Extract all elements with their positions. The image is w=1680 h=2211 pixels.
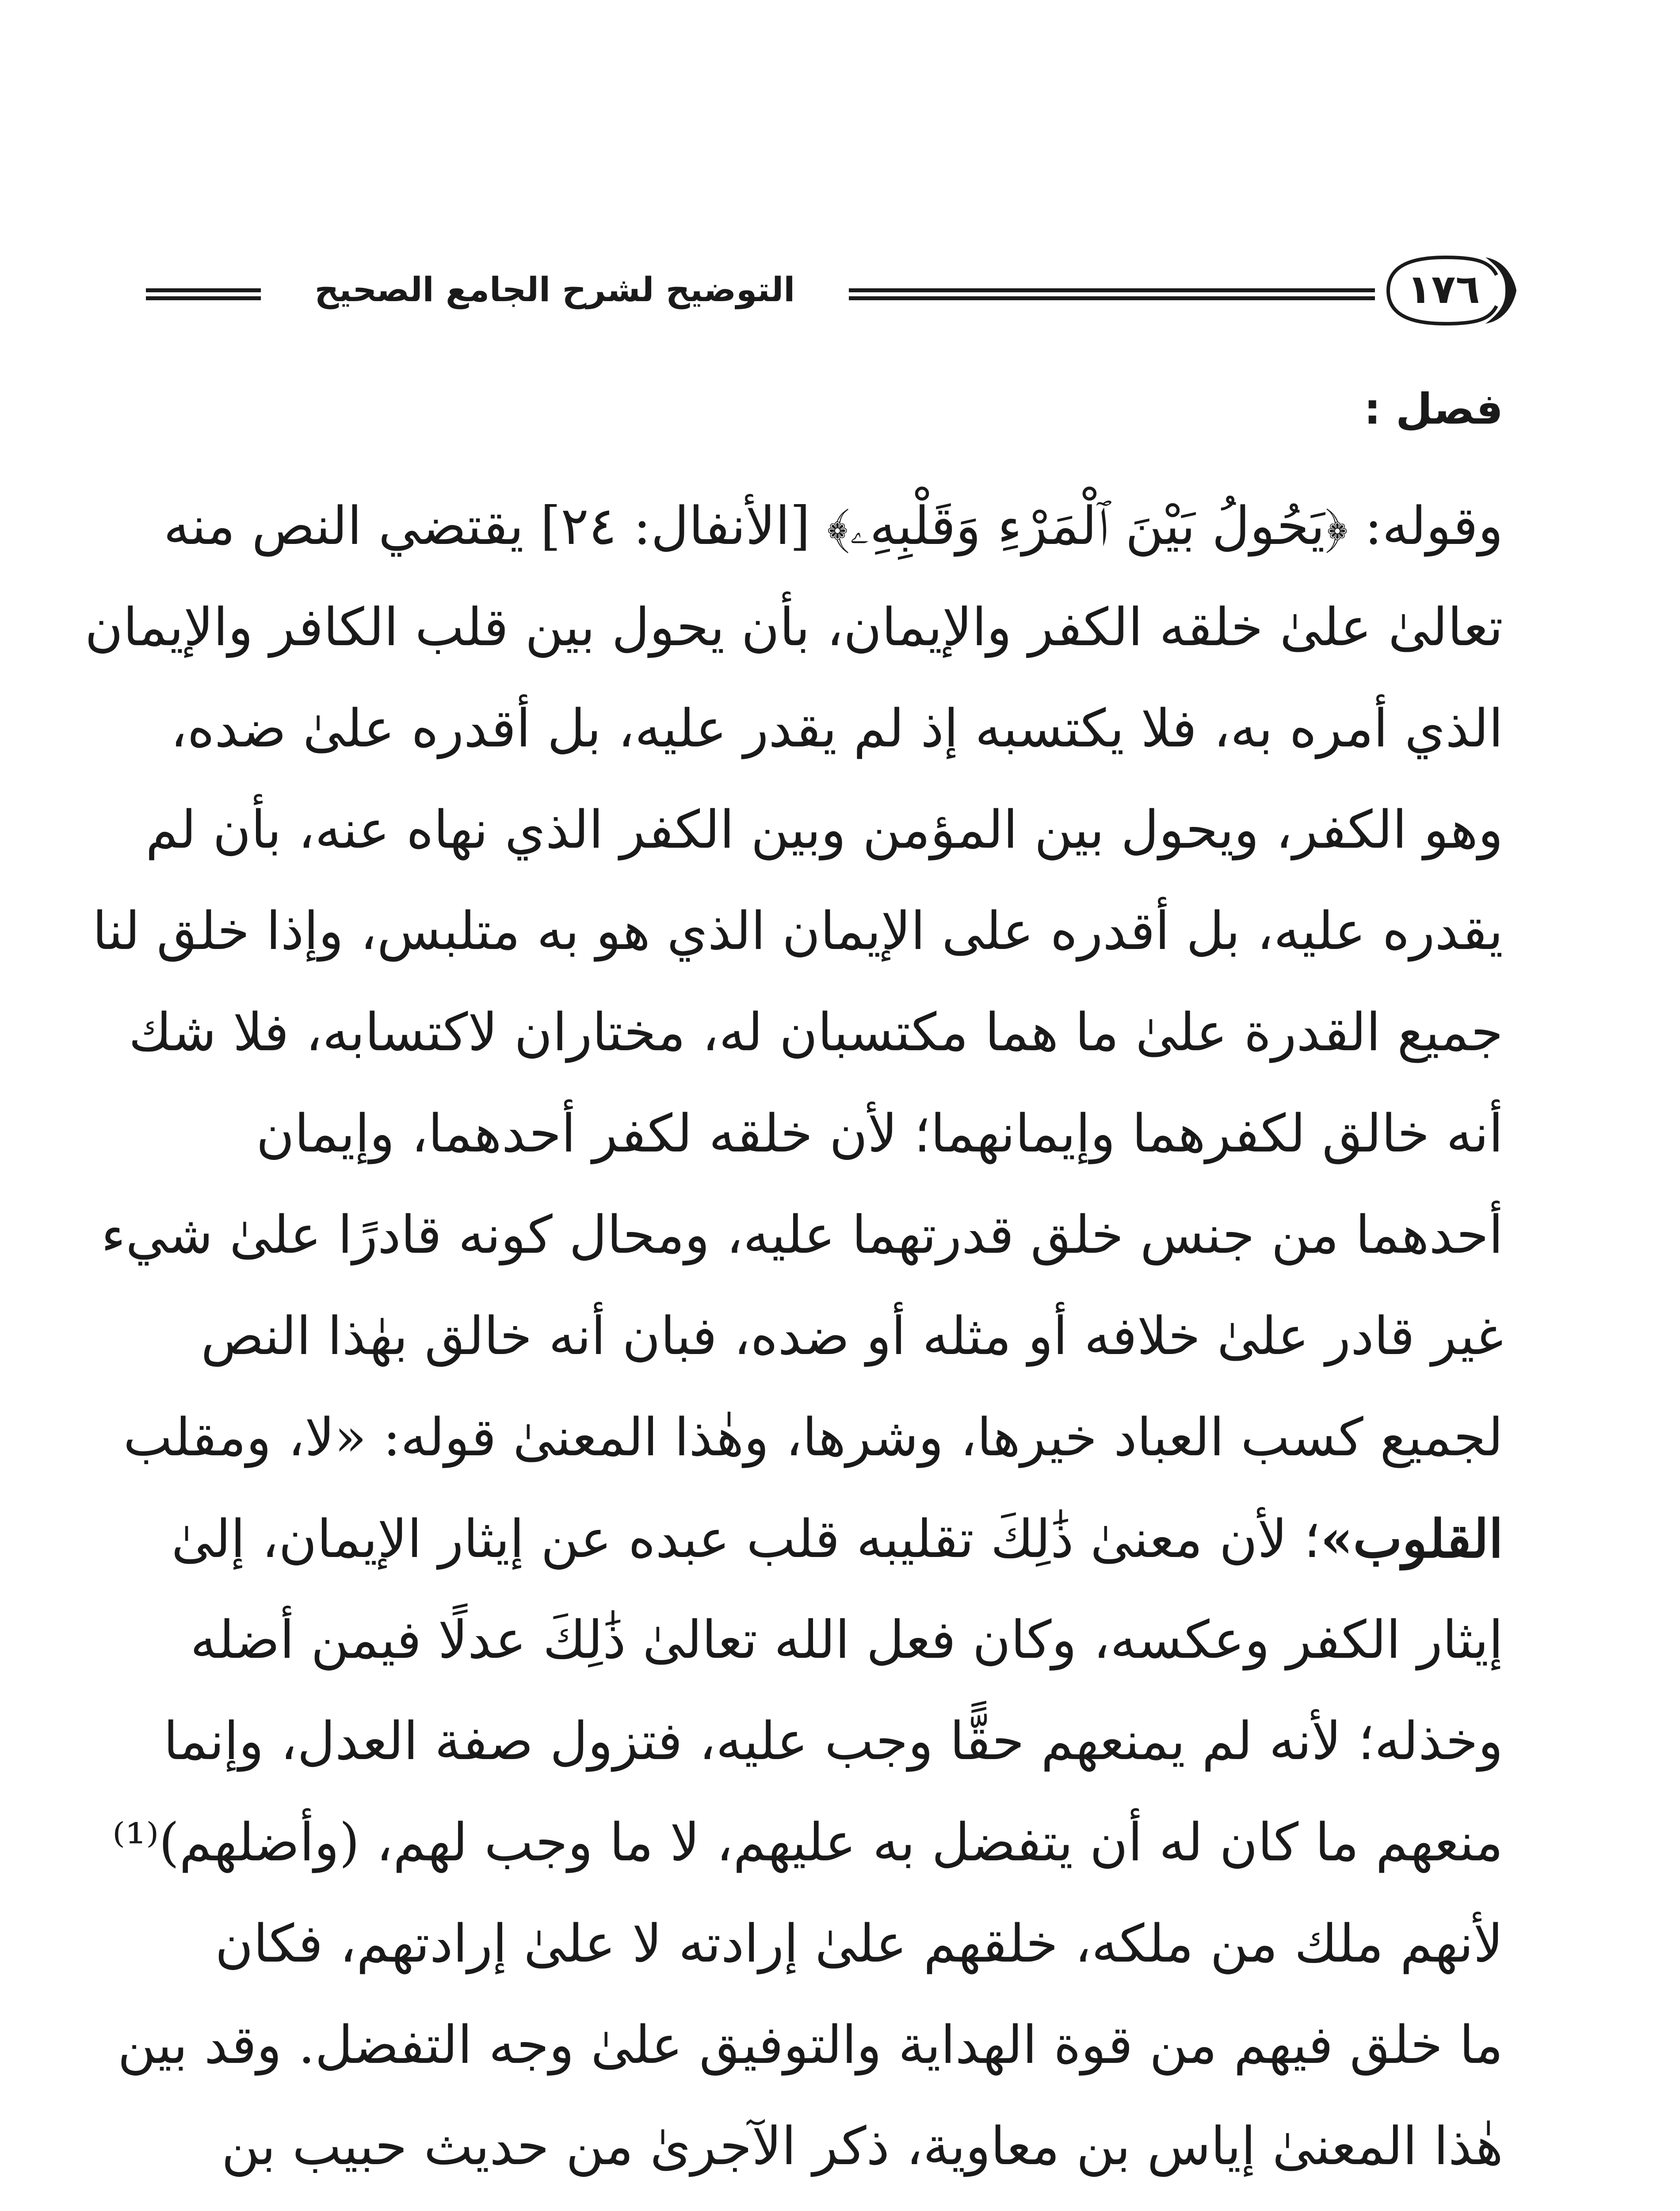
book-title: التوضيح لشرح الجامع الصحيح bbox=[314, 270, 795, 309]
text-line: منعهم ما كان له أن يتفضل به عليهم، لا ما وجب لهم، (وأضلهم)⁽¹⁾ bbox=[112, 1812, 1503, 1873]
text-line: جميع القدرة علىٰ ما هما مكتسبان له، مختاران لاكتسابه، فلا شك bbox=[129, 1002, 1503, 1063]
text-line-rest: ؛ لأن معنىٰ ذَٰلِكَ تقليبه قلب عبده عن إيثار الإيمان، إلىٰ bbox=[171, 1508, 1321, 1569]
body-text bbox=[84, 475, 1503, 2211]
text-line: الذي أمره به، فلا يكتسبه إذ لم يقدر عليه، بل أقدره علىٰ ضده، bbox=[170, 698, 1503, 759]
page-number: ١٧٦ bbox=[1407, 266, 1480, 313]
text-line: تعالىٰ علىٰ خلقه الكفر والإيمان، بأن يحول بين قلب الكافر والإيمان bbox=[84, 597, 1503, 658]
text-line: وقوله: ﴿يَحُولُ بَيْنَ ٱلْمَرْءِ وَقَلْبِهِۦ﴾ [الأنفال: ٢٤] يقتضي النص منه bbox=[163, 495, 1503, 556]
text-line: غير قادر علىٰ خلافه أو مثله أو ضده، فبان أنه خالق بهٰذا النص bbox=[201, 1305, 1503, 1366]
text-line: لجميع كسب العباد خيرها، وشرها، وهٰذا المعنىٰ قوله: «لا، ومقلب bbox=[123, 1407, 1503, 1468]
text-line: أحدهما من جنس خلق قدرتهما عليه، ومحال كونه قادرًا علىٰ شيء bbox=[101, 1204, 1503, 1265]
text-line: هٰذا المعنىٰ إياس بن معاوية، ذكر الآجرىٰ من حديث حبيب بن bbox=[221, 2115, 1503, 2177]
text-line: وهو الكفر، ويحول بين المؤمن وبين الكفر الذي نهاه عنه، بأن لم bbox=[145, 799, 1503, 860]
text-line bbox=[171, 1488, 1503, 1589]
text-line: يقدره عليه، بل أقدره على الإيمان الذي هو به متلبس، وإذا خلق لنا bbox=[92, 900, 1503, 961]
text-line: لأنهم ملك من ملكه، خلقهم علىٰ إرادته لا علىٰ إرادتهم، فكان bbox=[215, 1913, 1503, 1974]
header-rule-left bbox=[146, 288, 261, 300]
text-line: وخذله؛ لأنه لم يمنعهم حقًّا وجب عليه، فتزول صفة العدل، وإنما bbox=[163, 1710, 1503, 1771]
header-rule-right bbox=[849, 288, 1375, 300]
text-line bbox=[177, 2197, 1503, 2211]
bold-phrase: القلوب» bbox=[1320, 1508, 1503, 1569]
running-header bbox=[146, 239, 1534, 345]
text-line: أنه خالق لكفرهما وإيمانهما؛ لأن خلقه لكفر أحدهما، وإيمان bbox=[256, 1103, 1503, 1164]
section-heading: فصل : bbox=[1364, 384, 1503, 434]
text-line: ما خلق فيهم من قوة الهداية والتوفيق علىٰ وجه التفضل. وقد بين bbox=[118, 2014, 1503, 2075]
page-number-badge bbox=[1375, 249, 1516, 333]
text-line: إيثار الكفر وعكسه، وكان فعل الله تعالىٰ ذَٰلِكَ عدلًا فيمن أضله bbox=[190, 1609, 1503, 1670]
